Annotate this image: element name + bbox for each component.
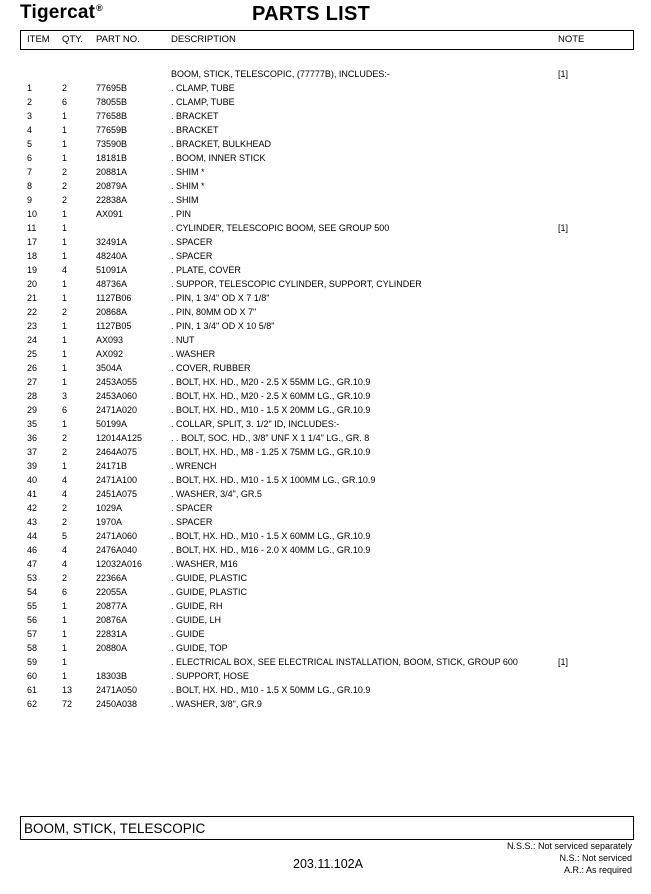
part-number-cell: 12032A016 xyxy=(96,559,143,569)
quantity-cell: 1 xyxy=(62,601,68,611)
quantity-cell: 1 xyxy=(62,615,68,625)
part-number-cell: 22366A xyxy=(96,573,128,583)
column-header-description: DESCRIPTION xyxy=(171,34,236,45)
description-cell: . PIN, 1 3/4" OD X 10 5/8" xyxy=(171,321,275,331)
table-row xyxy=(0,613,651,627)
quantity-cell: 6 xyxy=(62,97,68,107)
table-row xyxy=(0,235,651,249)
part-number-cell: 20868A xyxy=(96,307,128,317)
part-number-cell: 73590B xyxy=(96,139,128,149)
item-number-cell: 25 xyxy=(27,349,38,359)
item-number-cell: 53 xyxy=(27,573,38,583)
description-cell: . . BOLT, SOC. HD., 3/8" UNF X 1 1/4" LG., GR. 8 xyxy=(171,433,370,443)
part-number-cell: 2471A060 xyxy=(96,531,138,541)
item-number-cell: 27 xyxy=(27,377,38,387)
quantity-cell: 4 xyxy=(62,475,68,485)
part-number-cell: 18181B xyxy=(96,153,128,163)
quantity-cell: 1 xyxy=(62,153,68,163)
quantity-cell: 2 xyxy=(62,307,68,317)
part-number-cell: 48240A xyxy=(96,251,128,261)
quantity-cell: 2 xyxy=(62,433,68,443)
description-cell: . COVER, RUBBER xyxy=(171,363,251,373)
quantity-cell: 1 xyxy=(62,377,68,387)
quantity-cell: 2 xyxy=(62,517,68,527)
table-row xyxy=(0,291,651,305)
description-cell: . BOLT, HX. HD., M10 - 1.5 X 60MM LG., GR.10.9 xyxy=(171,531,371,541)
quantity-cell: 2 xyxy=(62,447,68,457)
item-number-cell: 19 xyxy=(27,265,38,275)
description-cell: . WASHER, M16 xyxy=(171,559,238,569)
description-cell: . BOLT, HX. HD., M20 - 2.5 X 60MM LG., GR.10.9 xyxy=(171,391,371,401)
quantity-cell: 1 xyxy=(62,643,68,653)
table-row xyxy=(0,459,651,473)
description-cell: . CLAMP, TUBE xyxy=(171,97,235,107)
quantity-cell: 1 xyxy=(62,223,68,233)
part-number-cell: AX093 xyxy=(96,335,124,345)
item-number-cell: 5 xyxy=(27,139,33,149)
quantity-cell: 1 xyxy=(62,461,68,471)
table-row xyxy=(0,347,651,361)
table-row xyxy=(0,501,651,515)
description-cell: . BOLT, HX. HD., M8 - 1.25 X 75MM LG., GR.10.9 xyxy=(171,447,371,457)
quantity-cell: 1 xyxy=(62,237,68,247)
table-row xyxy=(0,81,651,95)
table-row xyxy=(0,67,651,81)
item-number-cell: 61 xyxy=(27,685,38,695)
quantity-cell: 4 xyxy=(62,559,68,569)
quantity-cell: 2 xyxy=(62,503,68,513)
item-number-cell: 41 xyxy=(27,489,38,499)
legend-line: A.R.: As required xyxy=(563,865,632,875)
part-number-cell: 20876A xyxy=(96,615,128,625)
description-cell: . PIN xyxy=(171,209,192,219)
item-number-cell: 8 xyxy=(27,181,33,191)
item-number-cell: 17 xyxy=(27,237,38,247)
note-cell: [1] xyxy=(558,657,569,667)
table-row xyxy=(0,515,651,529)
part-number-cell: 22838A xyxy=(96,195,128,205)
item-number-cell: 21 xyxy=(27,293,38,303)
item-number-cell: 44 xyxy=(27,531,38,541)
quantity-cell: 6 xyxy=(62,405,68,415)
table-row xyxy=(0,151,651,165)
description-cell: . PIN, 80MM OD X 7" xyxy=(171,307,257,317)
section-title: BOOM, STICK, TELESCOPIC xyxy=(24,821,206,836)
quantity-cell: 1 xyxy=(62,111,68,121)
table-row xyxy=(0,543,651,557)
table-row xyxy=(0,319,651,333)
description-cell: . ELECTRICAL BOX, SEE ELECTRICAL INSTALLATION, BOOM, STICK, GROUP 600 xyxy=(171,657,518,667)
quantity-cell: 5 xyxy=(62,531,68,541)
table-row xyxy=(0,109,651,123)
part-number-cell: 20881A xyxy=(96,167,128,177)
part-number-cell: 77659B xyxy=(96,125,128,135)
table-row xyxy=(0,417,651,431)
description-cell: . SUPPOR, TELESCOPIC CYLINDER, SUPPORT, CYLINDER xyxy=(171,279,422,289)
item-number-cell: 26 xyxy=(27,363,38,373)
item-number-cell: 10 xyxy=(27,209,38,219)
description-cell: . BOLT, HX. HD., M10 - 1.5 X 20MM LG., GR.10.9 xyxy=(171,405,371,415)
table-row xyxy=(0,655,651,669)
description-cell: . NUT xyxy=(171,335,195,345)
column-header-note: NOTE xyxy=(558,34,585,45)
table-row xyxy=(0,305,651,319)
description-cell: . BOLT, HX. HD., M20 - 2.5 X 55MM LG., GR.10.9 xyxy=(171,377,371,387)
description-cell: . GUIDE, PLASTIC xyxy=(171,573,248,583)
item-number-cell: 42 xyxy=(27,503,38,513)
part-number-cell: 1029A xyxy=(96,503,123,513)
quantity-cell: 2 xyxy=(62,573,68,583)
item-number-cell: 35 xyxy=(27,419,38,429)
table-row xyxy=(0,669,651,683)
quantity-cell: 1 xyxy=(62,363,68,373)
item-number-cell: 36 xyxy=(27,433,38,443)
quantity-cell: 2 xyxy=(62,167,68,177)
part-number-cell: 2471A020 xyxy=(96,405,138,415)
table-row xyxy=(0,403,651,417)
table-row xyxy=(0,123,651,137)
item-number-cell: 39 xyxy=(27,461,38,471)
description-cell: . SPACER xyxy=(171,251,213,261)
quantity-cell: 1 xyxy=(62,629,68,639)
part-number-cell: 20879A xyxy=(96,181,128,191)
description-cell: . CYLINDER, TELESCOPIC BOOM, SEE GROUP 500 xyxy=(171,223,390,233)
part-number-cell: 50199A xyxy=(96,419,128,429)
quantity-cell: 6 xyxy=(62,587,68,597)
part-number-cell: 22831A xyxy=(96,629,128,639)
item-number-cell: 20 xyxy=(27,279,38,289)
table-row xyxy=(0,683,651,697)
description-cell: . BRACKET xyxy=(171,111,219,121)
part-number-cell: 12014A125 xyxy=(96,433,143,443)
part-number-cell: 22055A xyxy=(96,587,128,597)
quantity-cell: 1 xyxy=(62,139,68,149)
quantity-cell: 2 xyxy=(62,83,68,93)
part-number-cell: 2476A040 xyxy=(96,545,138,555)
part-number-cell: 3504A xyxy=(96,363,123,373)
quantity-cell: 1 xyxy=(62,419,68,429)
item-number-cell: 56 xyxy=(27,615,38,625)
table-row xyxy=(0,221,651,235)
description-cell: . BOLT, HX. HD., M16 - 2.0 X 40MM LG., GR.10.9 xyxy=(171,545,371,555)
item-number-cell: 9 xyxy=(27,195,33,205)
item-number-cell: 23 xyxy=(27,321,38,331)
tigercat-logo xyxy=(20,2,103,24)
page-title: PARTS LIST xyxy=(252,3,371,25)
part-number-cell: 1970A xyxy=(96,517,123,527)
part-number-cell: 2451A075 xyxy=(96,489,138,499)
description-cell: . GUIDE, TOP xyxy=(171,643,228,653)
quantity-cell: 72 xyxy=(62,699,73,709)
table-row xyxy=(0,95,651,109)
item-number-cell: 46 xyxy=(27,545,38,555)
item-number-cell: 62 xyxy=(27,699,38,709)
part-number-cell: 1127B06 xyxy=(96,293,132,303)
part-number-cell: 77695B xyxy=(96,83,128,93)
column-header-item: ITEM xyxy=(27,34,50,45)
part-number-cell: AX092 xyxy=(96,349,124,359)
table-row xyxy=(0,585,651,599)
part-number-cell: 18303B xyxy=(96,671,128,681)
registered-mark: ® xyxy=(96,3,104,13)
quantity-cell: 1 xyxy=(62,321,68,331)
description-cell: . PIN, 1 3/4" OD X 7 1/8" xyxy=(171,293,270,303)
item-number-cell: 58 xyxy=(27,643,38,653)
description-cell: . BRACKET xyxy=(171,125,219,135)
description-cell: . WASHER xyxy=(171,349,216,359)
part-number-cell: 78055B xyxy=(96,97,128,107)
quantity-cell: 3 xyxy=(62,391,68,401)
brand-name: Tigercat xyxy=(20,2,96,23)
table-row xyxy=(0,207,651,221)
description-cell: . BRACKET, BULKHEAD xyxy=(171,139,272,149)
description-cell: . GUIDE, PLASTIC xyxy=(171,587,248,597)
table-row xyxy=(0,641,651,655)
quantity-cell: 1 xyxy=(62,293,68,303)
table-row xyxy=(0,375,651,389)
table-row xyxy=(0,361,651,375)
table-row xyxy=(0,445,651,459)
item-number-cell: 6 xyxy=(27,153,33,163)
quantity-cell: 1 xyxy=(62,657,68,667)
description-cell: . WRENCH xyxy=(171,461,217,471)
item-number-cell: 55 xyxy=(27,601,38,611)
column-header-part-no: PART NO. xyxy=(96,34,140,45)
quantity-cell: 1 xyxy=(62,349,68,359)
quantity-cell: 1 xyxy=(62,251,68,261)
table-row xyxy=(0,627,651,641)
part-number-cell: 20880A xyxy=(96,643,128,653)
description-cell: . GUIDE xyxy=(171,629,205,639)
item-number-cell: 28 xyxy=(27,391,38,401)
item-number-cell: 24 xyxy=(27,335,38,345)
part-number-cell: 24171B xyxy=(96,461,128,471)
table-row xyxy=(0,333,651,347)
description-cell: . SPACER xyxy=(171,503,213,513)
description-cell: . SPACER xyxy=(171,517,213,527)
description-cell: . GUIDE, RH xyxy=(171,601,223,611)
column-header-qty: QTY. xyxy=(62,34,83,45)
quantity-cell: 1 xyxy=(62,279,68,289)
part-number-cell: 2453A060 xyxy=(96,391,138,401)
description-cell: . BOOM, INNER STICK xyxy=(171,153,266,163)
part-number-cell: AX091 xyxy=(96,209,124,219)
description-cell: . SHIM xyxy=(171,195,199,205)
part-number-cell: 1127B05 xyxy=(96,321,132,331)
table-row xyxy=(0,431,651,445)
quantity-cell: 1 xyxy=(62,335,68,345)
item-number-cell: 59 xyxy=(27,657,38,667)
part-number-cell: 2453A055 xyxy=(96,377,138,387)
item-number-cell: 60 xyxy=(27,671,38,681)
item-number-cell: 7 xyxy=(27,167,33,177)
item-number-cell: 11 xyxy=(27,223,37,233)
description-cell: BOOM, STICK, TELESCOPIC, (77777B), INCLUDES:- xyxy=(171,69,390,79)
table-row xyxy=(0,487,651,501)
note-cell: [1] xyxy=(558,69,569,79)
item-number-cell: 57 xyxy=(27,629,38,639)
part-number-cell: 2471A100 xyxy=(96,475,138,485)
description-cell: . GUIDE, LH xyxy=(171,615,222,625)
item-number-cell: 37 xyxy=(27,447,38,457)
description-cell: . BOLT, HX. HD., M10 - 1.5 X 100MM LG., GR.10.9 xyxy=(171,475,376,485)
quantity-cell: 1 xyxy=(62,671,68,681)
part-number-cell: 32491A xyxy=(96,237,128,247)
table-row xyxy=(0,137,651,151)
table-row xyxy=(0,249,651,263)
item-number-cell: 18 xyxy=(27,251,38,261)
part-number-cell: 77658B xyxy=(96,111,128,121)
table-row xyxy=(0,529,651,543)
part-number-cell: 2450A038 xyxy=(96,699,138,709)
part-number-cell: 48736A xyxy=(96,279,128,289)
item-number-cell: 1 xyxy=(27,83,33,93)
table-row xyxy=(0,193,651,207)
item-number-cell: 22 xyxy=(27,307,38,317)
table-row xyxy=(0,599,651,613)
legend-line: N.S.: Not serviced xyxy=(559,853,632,863)
table-row xyxy=(0,179,651,193)
quantity-cell: 4 xyxy=(62,545,68,555)
table-row xyxy=(0,165,651,179)
quantity-cell: 1 xyxy=(62,125,68,135)
description-cell: . SHIM * xyxy=(171,181,205,191)
part-number-cell: 2471A050 xyxy=(96,685,138,695)
description-cell: . SHIM * xyxy=(171,167,205,177)
table-row xyxy=(0,571,651,585)
description-cell: . CLAMP, TUBE xyxy=(171,83,235,93)
description-cell: . BOLT, HX. HD., M10 - 1.5 X 50MM LG., GR.10.9 xyxy=(171,685,371,695)
part-number-cell: 20877A xyxy=(96,601,128,611)
quantity-cell: 1 xyxy=(62,209,68,219)
quantity-cell: 2 xyxy=(62,195,68,205)
description-cell: . SUPPORT, HOSE xyxy=(171,671,249,681)
table-row xyxy=(0,277,651,291)
abbreviation-legend xyxy=(507,840,632,876)
description-cell: . WASHER, 3/8", GR.9 xyxy=(171,699,262,709)
item-number-cell: 29 xyxy=(27,405,38,415)
quantity-cell: 2 xyxy=(62,181,68,191)
item-number-cell: 40 xyxy=(27,475,38,485)
table-row xyxy=(0,389,651,403)
legend-line: N.S.S.: Not serviced separately xyxy=(506,841,632,851)
item-number-cell: 3 xyxy=(27,111,33,121)
page-number: 203.11.102A xyxy=(293,857,363,871)
table-row xyxy=(0,697,651,711)
quantity-cell: 13 xyxy=(62,685,73,695)
description-cell: . COLLAR, SPLIT, 3. 1/2" ID, INCLUDES:- xyxy=(171,419,340,429)
item-number-cell: 54 xyxy=(27,587,38,597)
description-cell: . PLATE, COVER xyxy=(171,265,241,275)
note-cell: [1] xyxy=(558,223,569,233)
item-number-cell: 4 xyxy=(27,125,33,135)
item-number-cell: 2 xyxy=(27,97,33,107)
quantity-cell: 4 xyxy=(62,489,68,499)
table-row xyxy=(0,473,651,487)
item-number-cell: 47 xyxy=(27,559,38,569)
quantity-cell: 4 xyxy=(62,265,68,275)
description-cell: . SPACER xyxy=(171,237,213,247)
item-number-cell: 43 xyxy=(27,517,38,527)
table-row xyxy=(0,263,651,277)
description-cell: . WASHER, 3/4", GR.5 xyxy=(171,489,262,499)
part-number-cell: 51091A xyxy=(96,265,128,275)
table-row xyxy=(0,557,651,571)
part-number-cell: 2464A075 xyxy=(96,447,138,457)
